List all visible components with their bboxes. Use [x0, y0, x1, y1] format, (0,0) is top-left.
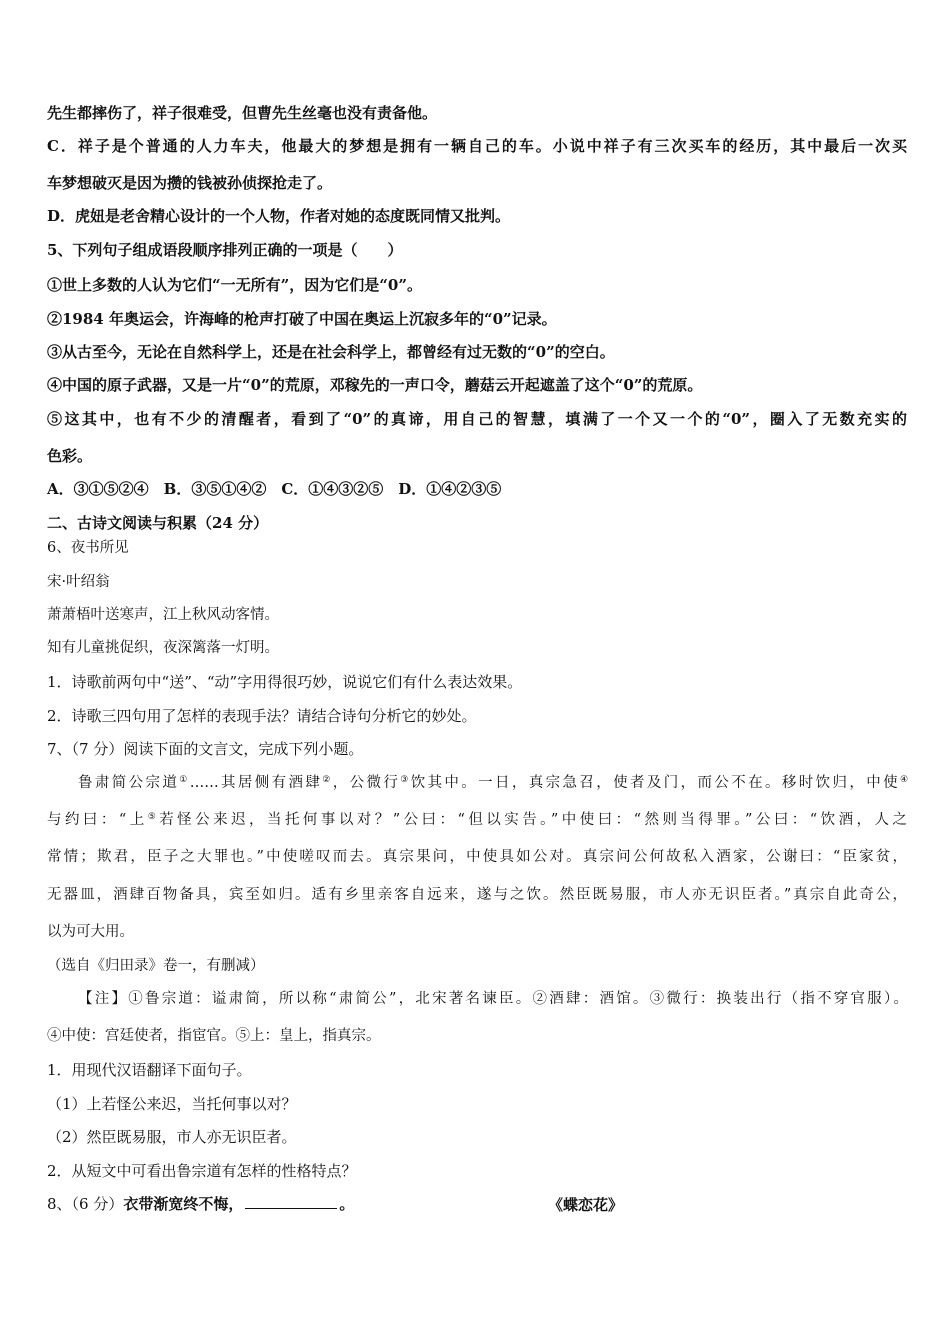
- passage-line-4: 无器皿，酒肆百物备具，宾至如归。适有乡里亲客自远来，遂与之饮。然臣既易服，市人亦无识臣者。”真宗自此奇公，: [47, 887, 907, 903]
- sentence-1: ①世上多数的人认为它们“一无所有”，因为它们是“0”。: [47, 276, 422, 294]
- question-5-stem: 5、下列句子组成语段顺序排列正确的一项是（ ）: [47, 241, 403, 259]
- question-8-source: 《蝶恋花》: [548, 1196, 624, 1214]
- question-6-2: 2．诗歌三四句用了怎样的表现手法？请结合诗句分析它的妙处。: [47, 707, 477, 725]
- question-7-1-item-1: （1）上若怪公来迟，当托何事以对？: [47, 1095, 297, 1113]
- sentence-4: ④中国的原子武器，又是一片“0”的荒原，邓稼先的一声口令，蘑菇云开起遮盖了这个“0”的荒原。: [47, 376, 703, 394]
- passage-line-3: 常情；欺君，臣子之大罪也。”中使嗟叹而去。真宗果问，中使具如公对。真宗问公何故私入酒家，公谢曰：“臣家贫，: [47, 849, 907, 865]
- passage-line-2: 与约曰：“上⑤若怪公来迟，当托何事以对？”公曰：“但以实告。”中使曰：“然则当得罪。”公曰：“饮酒，人之: [47, 812, 907, 828]
- sentence-5-line2: 色彩。: [47, 447, 93, 465]
- question-6-title: 6、夜书所见: [47, 540, 129, 556]
- question-7-stem: 7、（7 分）阅读下面的文言文，完成下列小题。: [47, 740, 364, 758]
- question-8-number: 8、（6 分）: [47, 1195, 124, 1213]
- sentence-2: ②1984 年奥运会，许海峰的枪声打破了中国在奥运上沉寂多年的“0”记录。: [47, 310, 557, 328]
- annotation-line-2: ④中使：宫廷使者，指宦官。⑤上：皇上，指真宗。: [47, 1028, 381, 1044]
- section-2-heading: 二、古诗文阅读与积累（24 分）: [47, 514, 269, 532]
- sentence-3: ③从古至今，无论在自然科学上，还是在社会科学上，都曾经有过无数的“0”的空白。: [47, 343, 615, 361]
- question-8-end: 。: [339, 1195, 355, 1213]
- passage-line-1: 鲁肃简公宗道①……其居侧有酒肆②，公微行③饮其中。一日，真宗急召，使者及门，而公不在。移时饮归，中使④: [78, 775, 909, 791]
- option-c-line2: 车梦想破灭是因为攒的钱被孙侦探抢走了。: [47, 174, 333, 192]
- question-5-options: A．③①⑤②④ B．③⑤①④② C．①④③②⑤ D．①④②③⑤: [47, 480, 502, 498]
- passage-line-5: 以为可大用。: [47, 924, 134, 940]
- question-6-1: 1．诗歌前两句中“送”、“动”字用得很巧妙，说说它们有什么表达效果。: [47, 673, 523, 691]
- option-d: D．虎妞是老舍精心设计的一个人物，作者对她的态度既同情又批判。: [47, 207, 511, 225]
- sentence-5-line1: ⑤这其中，也有不少的清醒者，看到了“0”的真谛，用自己的智慧，填满了一个又一个的“0”，圈入了无数充实的: [47, 410, 907, 428]
- question-7-1-item-2: （2）然臣既易服，市人亦无识臣者。: [47, 1128, 297, 1146]
- answer-blank[interactable]: [245, 1194, 337, 1209]
- option-b-continuation: 先生都摔伤了，祥子很难受，但曹先生丝毫也没有责备他。: [47, 104, 438, 122]
- annotation-line-1: 【注】①鲁宗道：谥肃简，所以称“肃简公”，北宋著名谏臣。②酒肆：酒馆。③微行：换装出行（指不穿官服）。: [78, 991, 908, 1007]
- passage-source: （选自《归田录》卷一，有删减）: [47, 958, 265, 974]
- option-c-line1: C．祥子是个普通的人力车夫，他最大的梦想是拥有一辆自己的车。小说中祥子有三次买车的经历，其中最后一次买: [47, 137, 907, 155]
- question-8-text: 衣带渐宽终不悔，: [123, 1195, 244, 1213]
- question-7-2: 2．从短文中可看出鲁宗道有怎样的性格特点？: [47, 1162, 357, 1180]
- poem-line-2: 知有儿童挑促织，夜深篱落一灯明。: [47, 640, 279, 656]
- poem-line-1: 萧萧梧叶送寒声，江上秋风动客情。: [47, 607, 279, 623]
- question-8: [47, 1194, 907, 1214]
- question-7-1: 1．用现代汉语翻译下面句子。: [47, 1061, 252, 1079]
- poem-author: 宋·叶绍翁: [47, 574, 110, 590]
